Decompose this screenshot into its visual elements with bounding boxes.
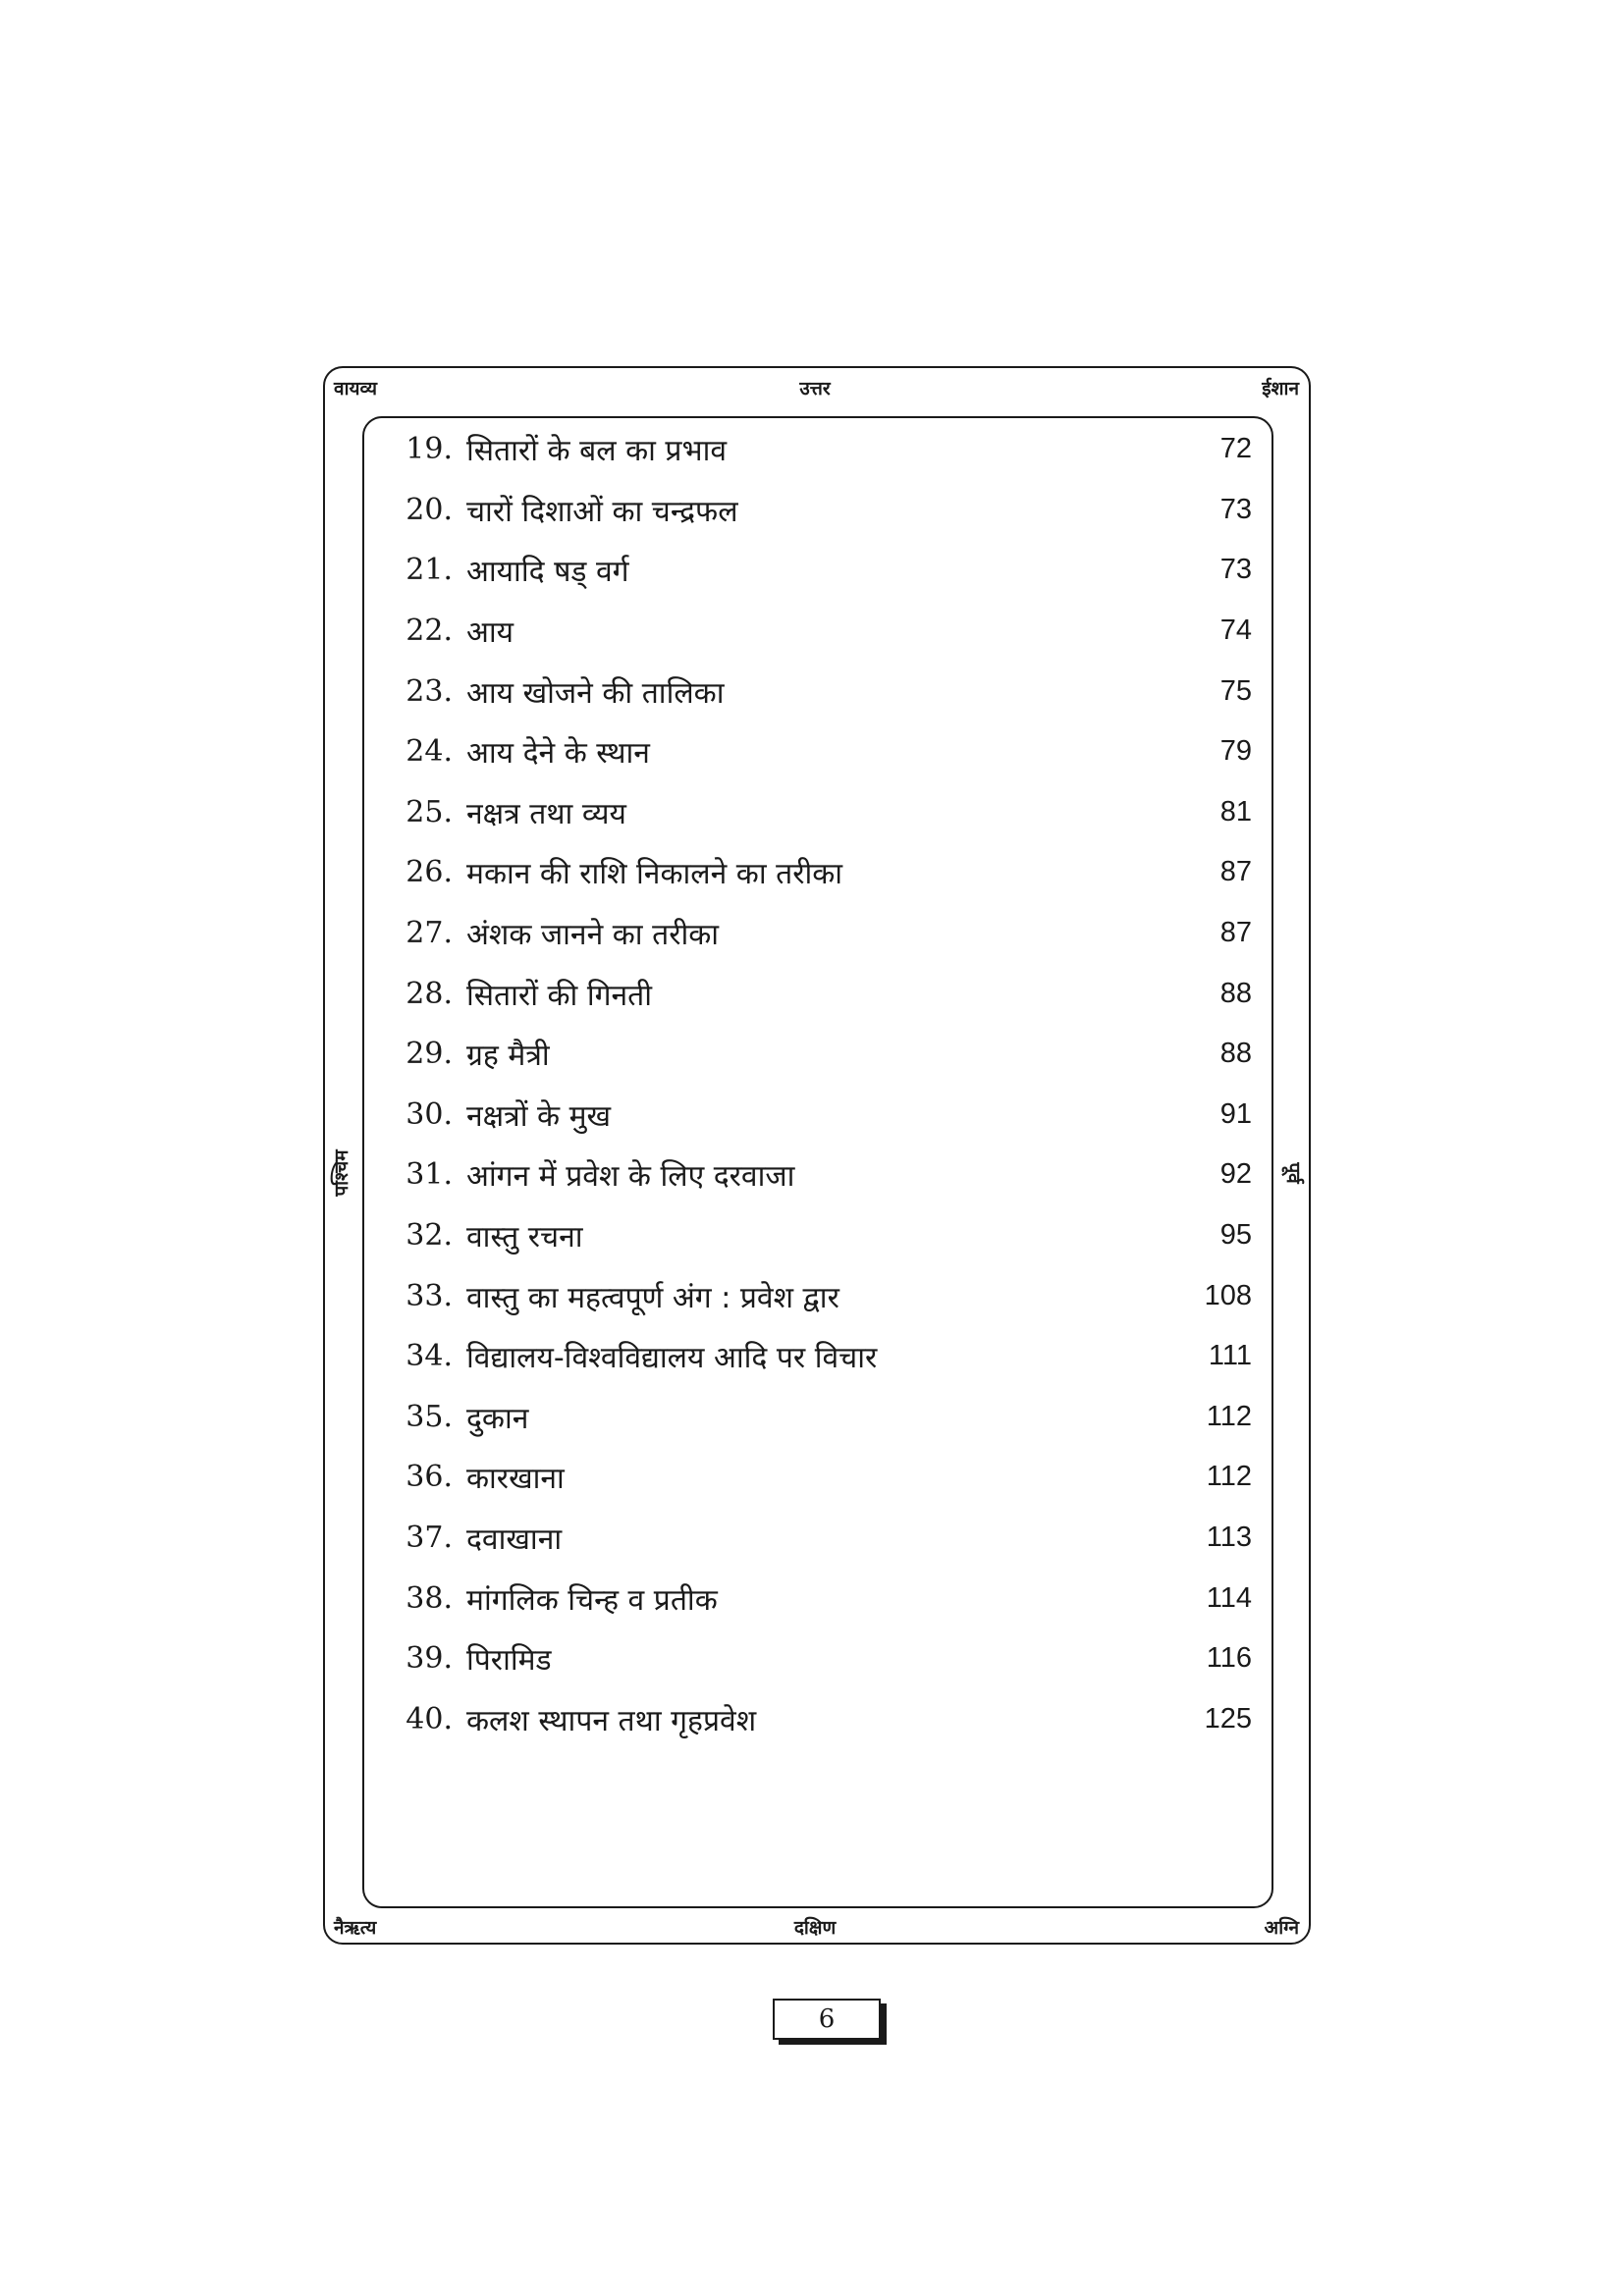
- toc-entry-number: 40.: [406, 1701, 453, 1736]
- direction-southwest: नैऋत्य: [334, 1917, 377, 1939]
- toc-entry-page: 111: [1208, 1340, 1252, 1372]
- toc-entry-number: 32.: [406, 1218, 453, 1254]
- toc-entry-number: 34.: [406, 1339, 453, 1374]
- toc-entry: [388, 842, 1262, 903]
- toc-entry-page: 87: [1219, 856, 1252, 888]
- toc-entry-number: 35.: [406, 1399, 453, 1434]
- toc-entry-number: 36.: [406, 1460, 453, 1495]
- toc-entry-number: 38.: [406, 1580, 453, 1616]
- toc-entry: [388, 1326, 1262, 1387]
- toc-entry-page: 91: [1219, 1097, 1252, 1130]
- toc-entry-number: 23.: [406, 673, 453, 709]
- toc-entry-title: आय खोजने की तालिका: [466, 675, 725, 711]
- direction-south: दक्षिण: [793, 1917, 837, 1939]
- toc-entry-title: नक्षत्रों के मुख: [466, 1098, 612, 1134]
- toc-entry-page: 114: [1206, 1581, 1252, 1614]
- toc-entry-number: 21.: [406, 553, 453, 588]
- toc-entry-number: 24.: [406, 734, 453, 770]
- toc-entry-title: सितारों के बल का प्रभाव: [466, 434, 728, 469]
- toc-entry-page: 73: [1219, 554, 1252, 586]
- toc-entry: [388, 1024, 1262, 1085]
- toc-entry-page: 108: [1204, 1279, 1252, 1311]
- toc-entry-title: दुकान: [466, 1401, 529, 1436]
- toc-entry-title: आंगन में प्रवेश के लिए दरवाजा: [466, 1159, 795, 1195]
- direction-north: उत्तर: [799, 378, 831, 400]
- toc-entry: [388, 1447, 1262, 1508]
- toc-entry-page: 75: [1219, 674, 1252, 707]
- direction-northeast: ईशान: [1262, 378, 1299, 400]
- toc-entry-number: 30.: [406, 1096, 453, 1132]
- toc-entry-page: 112: [1206, 1461, 1252, 1493]
- toc-entry-number: 29.: [406, 1037, 453, 1072]
- toc-entry-page: 88: [1219, 1038, 1252, 1070]
- toc-entry-page: 79: [1219, 735, 1252, 768]
- toc-entry-page: 81: [1219, 795, 1252, 828]
- toc-entry-page: 116: [1206, 1642, 1252, 1675]
- toc-entry: [388, 1688, 1262, 1749]
- direction-east: पूर्व: [1282, 1162, 1304, 1184]
- toc-entry-number: 25.: [406, 794, 453, 829]
- toc-entry-title: अंशक जानने का तरीका: [466, 918, 720, 953]
- toc-entry-number: 28.: [406, 976, 453, 1011]
- toc-entry-number: 39.: [406, 1641, 453, 1677]
- toc-entry: [388, 540, 1262, 601]
- toc-entry-title: पिरामिड: [466, 1643, 552, 1679]
- toc-entry-number: 22.: [406, 614, 453, 649]
- toc-entry-number: 31.: [406, 1157, 453, 1193]
- toc-entry-title: वास्तु का महत्वपूर्ण अंग : प्रवेश द्वार: [466, 1280, 839, 1315]
- toc-entry-title: मकान की राशि निकालने का तरीका: [466, 857, 843, 892]
- toc-entry-page: 87: [1219, 917, 1252, 949]
- toc-entry-title: आय: [466, 615, 514, 651]
- toc-entry: [388, 782, 1262, 843]
- toc-entry-page: 73: [1219, 493, 1252, 525]
- toc-entry: [388, 1265, 1262, 1326]
- toc-entry-number: 20.: [406, 492, 453, 527]
- toc-entry: [388, 721, 1262, 782]
- toc-entry-page: 95: [1219, 1219, 1252, 1252]
- toc-entry-number: 19.: [406, 432, 453, 467]
- toc-entry: [388, 1629, 1262, 1689]
- toc-entry: [388, 903, 1262, 964]
- toc-entry: [388, 963, 1262, 1024]
- toc-entry-title: कारखाना: [466, 1462, 565, 1497]
- page-number-box: [773, 1999, 881, 2040]
- toc-entry-title: सितारों की गिनती: [466, 978, 653, 1013]
- toc-entry: [388, 480, 1262, 541]
- toc-entry-page: 74: [1219, 614, 1252, 647]
- toc-entry-title: वास्तु रचना: [466, 1220, 583, 1255]
- toc-entry-title: ग्रह मैत्री: [466, 1039, 550, 1074]
- toc-entry-page: 112: [1206, 1400, 1252, 1432]
- table-of-contents: [388, 419, 1262, 1749]
- toc-entry-page: 92: [1219, 1158, 1252, 1191]
- toc-entry: [388, 601, 1262, 662]
- toc-entry-page: 72: [1219, 433, 1252, 465]
- toc-entry: [388, 1568, 1262, 1629]
- toc-entry-title: कलश स्थापन तथा गृहप्रवेश: [466, 1703, 757, 1738]
- toc-entry: [388, 661, 1262, 721]
- toc-entry: [388, 419, 1262, 480]
- toc-entry-title: विद्यालय-विश्वविद्यालय आदि पर विचार: [466, 1341, 878, 1376]
- direction-southeast: अग्नि: [1264, 1917, 1299, 1939]
- toc-entry-title: दवाखाना: [466, 1522, 563, 1557]
- direction-northwest: वायव्य: [334, 378, 378, 400]
- toc-entry: [388, 1387, 1262, 1448]
- direction-west: पश्चिम: [331, 1149, 352, 1197]
- toc-entry: [388, 1085, 1262, 1146]
- toc-entry: [388, 1508, 1262, 1569]
- toc-entry-title: नक्षत्र तथा व्यय: [466, 796, 626, 831]
- toc-entry-number: 33.: [406, 1278, 453, 1313]
- toc-entry: [388, 1205, 1262, 1266]
- toc-entry-page: 113: [1206, 1521, 1252, 1553]
- toc-entry-number: 27.: [406, 916, 453, 951]
- page-number: 6: [818, 2004, 836, 2034]
- toc-entry-page: 125: [1204, 1702, 1252, 1735]
- toc-entry-title: आय देने के स्थान: [466, 736, 650, 772]
- toc-entry-page: 88: [1219, 977, 1252, 1009]
- toc-entry-number: 37.: [406, 1520, 453, 1555]
- toc-entry-title: चारों दिशाओं का चन्द्रफल: [466, 494, 738, 529]
- toc-entry-title: मांगलिक चिन्ह व प्रतीक: [466, 1582, 718, 1618]
- toc-entry-number: 26.: [406, 855, 453, 890]
- toc-entry-title: आयादि षड् वर्ग: [466, 555, 629, 590]
- toc-entry: [388, 1145, 1262, 1205]
